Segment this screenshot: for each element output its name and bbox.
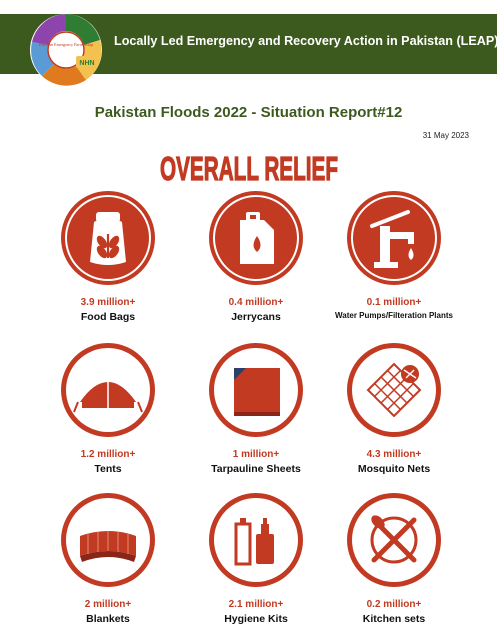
water-pump-icon	[344, 188, 444, 288]
relief-value: 1 million+	[232, 449, 280, 460]
relief-value: 3.9 million+	[80, 297, 136, 308]
relief-item-kitchen-sets	[319, 490, 469, 625]
section-title-text: OVERALL RELIEF	[159, 150, 338, 187]
logo-badge: NHN	[79, 60, 95, 67]
logo-text: Pakistan Emergency Partnership	[38, 42, 94, 47]
leap-logo	[28, 12, 104, 88]
relief-value: 0.4 million+	[228, 297, 284, 308]
tent-icon	[58, 340, 158, 440]
relief-item-tents	[33, 340, 183, 475]
section-title	[0, 147, 497, 187]
relief-item-mosquito-nets	[319, 340, 469, 475]
relief-value: 0.1 million+	[366, 297, 422, 308]
relief-label: Food Bags	[80, 311, 136, 323]
tarpaulin-icon	[206, 340, 306, 440]
relief-label: Kitchen sets	[362, 613, 426, 625]
kitchen-set-icon	[344, 490, 444, 590]
relief-label: Hygiene Kits	[224, 613, 288, 625]
relief-item-food-bags	[33, 188, 183, 323]
hygiene-kit-icon	[206, 490, 306, 590]
report-title: Pakistan Floods 2022 - Situation Report#12	[94, 104, 403, 121]
relief-value: 4.3 million+	[366, 449, 422, 460]
relief-label: Tents	[94, 463, 122, 475]
relief-item-water-pumps	[319, 188, 469, 321]
food-bag-icon	[58, 188, 158, 288]
relief-label: Mosquito Nets	[357, 463, 431, 475]
relief-item-blankets	[33, 490, 183, 625]
blanket-icon	[58, 490, 158, 590]
relief-item-jerrycans	[181, 188, 331, 323]
report-date: 31 May 2023	[422, 131, 469, 140]
header-title: Locally Led Emergency and Recovery Action in Pakistan (LEAP)	[114, 34, 498, 48]
relief-item-hygiene-kits	[181, 490, 331, 625]
jerrycan-icon	[206, 188, 306, 288]
mosquito-net-icon	[344, 340, 444, 440]
relief-label: Tarpauline Sheets	[211, 463, 301, 475]
relief-label: Water Pumps/Filteration Plants	[335, 311, 453, 320]
relief-value: 1.2 million+	[80, 449, 136, 460]
relief-label: Jerrycans	[231, 311, 281, 323]
relief-label: Blankets	[86, 613, 130, 625]
relief-item-tarpaulin	[181, 340, 331, 475]
relief-value: 2 million+	[84, 599, 132, 610]
relief-value: 0.2 million+	[366, 599, 422, 610]
relief-value: 2.1 million+	[228, 599, 284, 610]
report-header	[0, 0, 497, 88]
